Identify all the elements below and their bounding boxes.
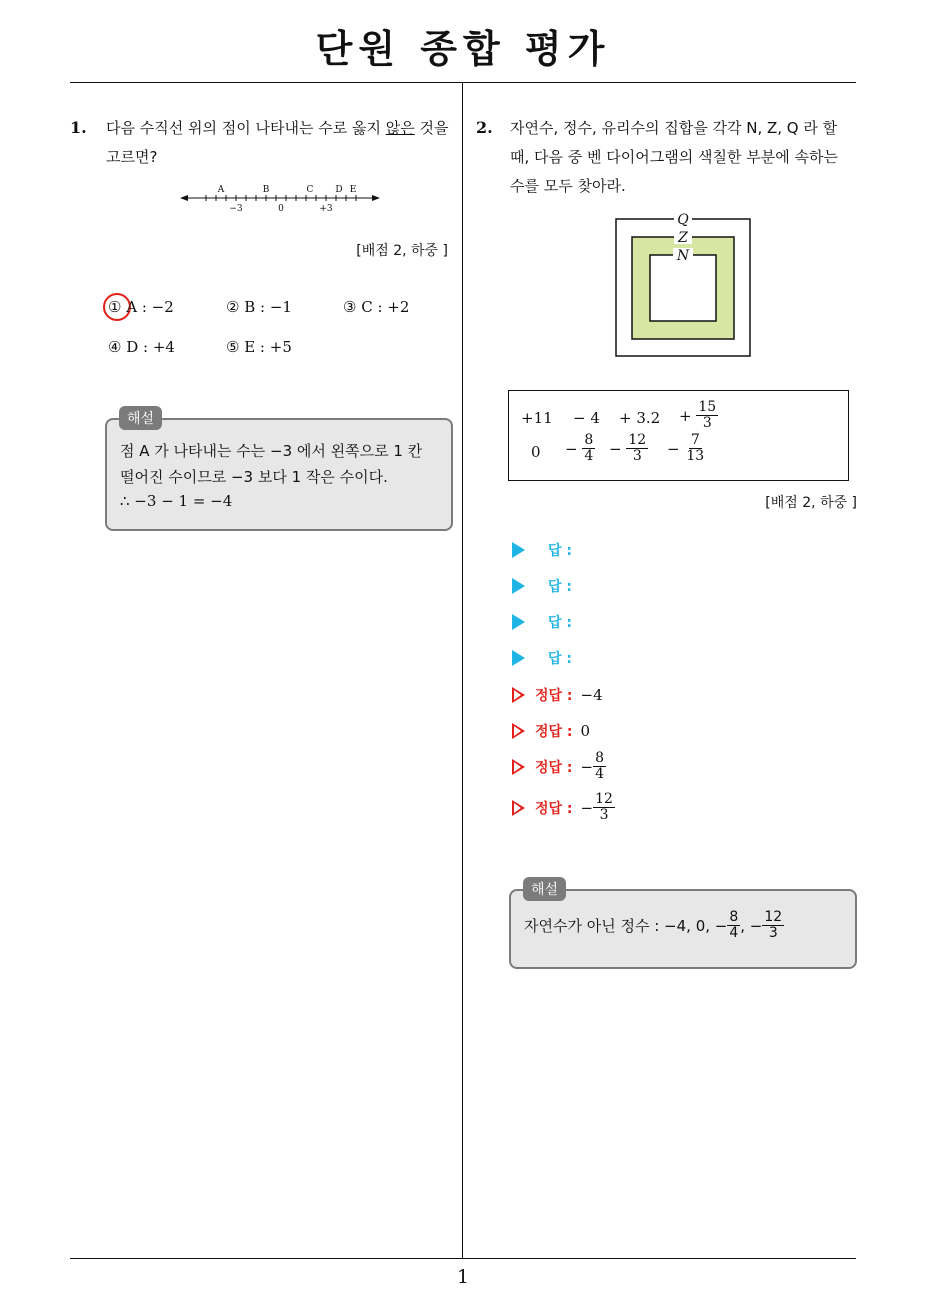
fraction-sign: − bbox=[667, 439, 680, 458]
fraction bbox=[684, 433, 706, 465]
outline-arrow-icon bbox=[512, 759, 525, 775]
fraction-denominator: 3 bbox=[599, 807, 609, 824]
page-number: 1 bbox=[456, 1266, 470, 1288]
correct-label: 정답 : bbox=[535, 688, 573, 704]
choice-4[interactable]: ④ D : +4 bbox=[108, 338, 175, 356]
column-divider bbox=[462, 83, 463, 1259]
fraction bbox=[696, 400, 718, 432]
answer-row-3[interactable] bbox=[512, 612, 572, 632]
question-2-number: 2. bbox=[476, 118, 493, 137]
explanation-1-tag: 해설 bbox=[119, 406, 162, 430]
venn-label-q: Q bbox=[677, 212, 689, 228]
answer-label: 답 : bbox=[548, 543, 572, 559]
question-2-text-line1: 자연수, 정수, 유리수의 집합을 각각 N, Z, Q 라 할 bbox=[510, 119, 838, 137]
answer-row-4[interactable] bbox=[512, 648, 572, 668]
fraction-numerator: 12 bbox=[628, 432, 647, 448]
number-item: 0 bbox=[531, 443, 541, 461]
venn-inner-set-n bbox=[650, 255, 716, 321]
point-label-d: D bbox=[335, 185, 343, 195]
tick-label-plus3: +3 bbox=[319, 204, 333, 214]
venn-diagram bbox=[615, 210, 753, 358]
explanation-2-tag: 해설 bbox=[523, 877, 566, 901]
number-item-fraction bbox=[667, 433, 706, 465]
fraction bbox=[727, 910, 740, 942]
correct-label: 정답 : bbox=[535, 724, 573, 740]
number-item-fraction bbox=[679, 400, 718, 432]
fraction-numerator: 15 bbox=[698, 399, 717, 415]
question-2-text bbox=[510, 114, 858, 201]
choice-2[interactable]: ② B : −1 bbox=[226, 298, 292, 316]
answer-row-1[interactable] bbox=[512, 540, 572, 560]
play-arrow-icon bbox=[512, 650, 525, 666]
fraction-denominator: 13 bbox=[686, 448, 705, 465]
fraction-denominator: 4 bbox=[595, 766, 605, 783]
fraction-numerator: 8 bbox=[729, 909, 739, 925]
play-arrow-icon bbox=[512, 614, 525, 630]
number-choices-box bbox=[508, 390, 849, 481]
fraction-sign: − bbox=[565, 439, 578, 458]
header-rule bbox=[70, 82, 856, 83]
correct-label: 정답 : bbox=[535, 759, 573, 776]
question-2-text-line2: 때, 다음 중 벤 다이어그램의 색칠한 부분에 속하는 bbox=[510, 148, 838, 166]
fraction bbox=[593, 792, 615, 824]
point-label-e: E bbox=[349, 185, 357, 195]
correct-value-sign: − bbox=[580, 757, 594, 776]
point-label-c: C bbox=[306, 185, 314, 195]
play-arrow-icon bbox=[512, 542, 525, 558]
choice-1[interactable]: ① A : −2 bbox=[108, 298, 174, 316]
question-1-text-line2: 고르면? bbox=[106, 148, 158, 166]
answer-row-2[interactable] bbox=[512, 576, 572, 596]
page-title: 단원 종합 평가 bbox=[315, 27, 611, 71]
question-2-score: [배점 2, 하중 ] bbox=[765, 495, 857, 511]
explanation-1-line3: ∴ −3 − 1 = −4 bbox=[120, 492, 233, 510]
number-item: − 4 bbox=[573, 409, 600, 427]
fraction-sign: + bbox=[679, 406, 692, 425]
answer-label: 답 : bbox=[548, 579, 572, 595]
venn-label-n: N bbox=[676, 248, 690, 264]
fraction-numerator: 12 bbox=[764, 909, 783, 925]
outline-arrow-icon bbox=[512, 687, 525, 703]
choice-3[interactable]: ③ C : +2 bbox=[343, 298, 410, 316]
outline-arrow-icon bbox=[512, 723, 525, 739]
question-2-text-line3: 수를 모두 찾아라. bbox=[510, 177, 626, 195]
number-item: +11 bbox=[521, 409, 553, 427]
correct-answer-2 bbox=[512, 721, 590, 741]
question-1-number: 1. bbox=[70, 118, 87, 137]
correct-value: 0 bbox=[580, 722, 591, 740]
correct-answer-1 bbox=[512, 685, 603, 705]
explanation-2-mid: , − bbox=[740, 916, 763, 935]
number-line-right-arrow bbox=[372, 195, 380, 201]
fraction-denominator: 4 bbox=[729, 925, 739, 942]
fraction-numerator: 8 bbox=[595, 750, 605, 766]
correct-answer-4 bbox=[512, 792, 615, 824]
tick-label-minus3: −3 bbox=[229, 204, 243, 214]
question-1-text-part: 다음 수직선 위의 점이 나타내는 수로 옳지 bbox=[106, 119, 386, 137]
number-line bbox=[180, 180, 380, 216]
venn-label-z: Z bbox=[678, 230, 688, 246]
correct-value: −4 bbox=[580, 686, 603, 704]
fraction bbox=[593, 751, 606, 783]
fraction-denominator: 3 bbox=[702, 415, 712, 432]
choice-5[interactable]: ⑤ E : +5 bbox=[226, 338, 292, 356]
number-item-fraction bbox=[609, 433, 648, 465]
fraction-denominator: 4 bbox=[584, 448, 594, 465]
outline-arrow-icon bbox=[512, 800, 525, 816]
question-1-underlined: 않은 bbox=[385, 119, 415, 137]
number-line-left-arrow bbox=[180, 195, 188, 201]
explanation-2-line bbox=[524, 910, 784, 942]
fraction-sign: − bbox=[609, 439, 622, 458]
tick-label-zero: 0 bbox=[278, 204, 284, 214]
fraction bbox=[762, 910, 784, 942]
fraction-numerator: 12 bbox=[595, 791, 613, 807]
correct-value-sign: − bbox=[580, 798, 594, 817]
correct-label: 정답 : bbox=[535, 800, 573, 817]
footer-rule bbox=[70, 1258, 856, 1259]
number-item-fraction bbox=[565, 433, 595, 465]
play-arrow-icon bbox=[512, 578, 525, 594]
question-1-text bbox=[106, 114, 458, 172]
correct-answer-3 bbox=[512, 751, 606, 783]
point-label-a: A bbox=[217, 185, 225, 195]
answer-label: 답 : bbox=[548, 615, 572, 631]
fraction-denominator: 3 bbox=[632, 448, 642, 465]
point-label-b: B bbox=[262, 185, 270, 195]
explanation-1-line1: 점 A 가 나타내는 수는 −3 에서 왼쪽으로 1 칸 bbox=[120, 442, 423, 460]
fraction-denominator: 3 bbox=[768, 925, 778, 942]
explanation-1-line2: 떨어진 수이므로 −3 보다 1 작은 수이다. bbox=[120, 468, 388, 486]
fraction bbox=[582, 433, 595, 465]
fraction-numerator: 8 bbox=[584, 432, 594, 448]
answer-label: 답 : bbox=[548, 651, 572, 667]
fraction-numerator: 7 bbox=[690, 432, 700, 448]
question-1-text-part: 것을 bbox=[414, 119, 449, 137]
explanation-2-prefix: 자연수가 아닌 정수 : −4, 0, − bbox=[524, 917, 728, 936]
question-1-score: [배점 2, 하중 ] bbox=[356, 243, 448, 259]
fraction bbox=[626, 433, 648, 465]
number-item: + 3.2 bbox=[619, 409, 661, 427]
